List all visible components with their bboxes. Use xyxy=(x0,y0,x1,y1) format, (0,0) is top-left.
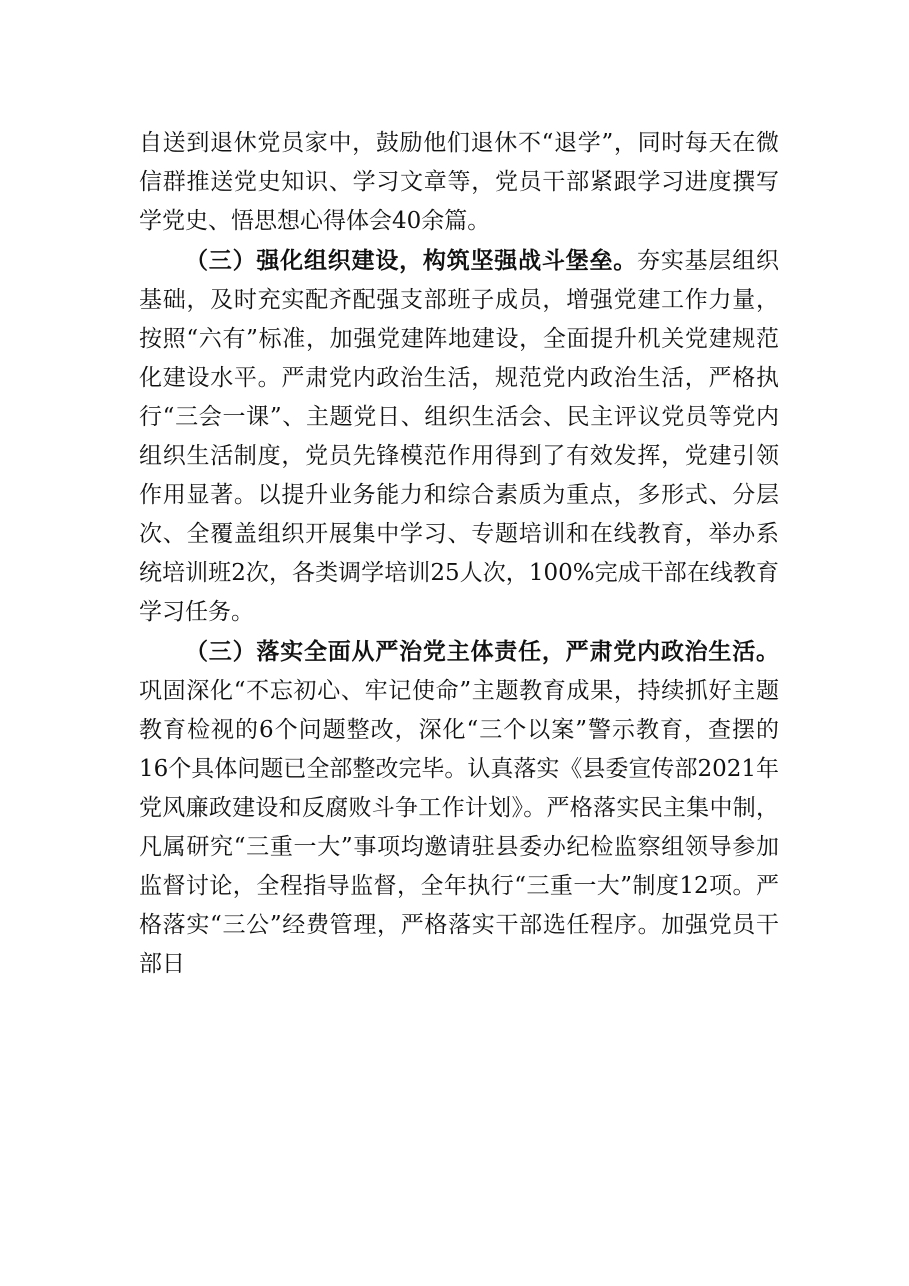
paragraph-organization xyxy=(139,241,779,632)
paragraph-heading: （三）落实全面从严治党主体责任，严肃党内政治生活。 xyxy=(185,638,779,665)
paragraph-continuation xyxy=(139,124,779,241)
document-body xyxy=(139,124,779,984)
paragraph-body: 巩固深化“不忘初心、牢记使命”主题教育成果，持续抓好主题教育检视的6个问题整改，深化“三个以案”警示教育，查摆的16个具体问题已全部整改完毕。认真落实《县委宣传部2021年党风廉政建设和反腐败斗争工作计划》。严格落实民主集中制，凡属研究“三重一大”事项均邀请驻县委办纪检监察组领导参加监督讨论，全程指导监督，全年执行“三重一大”制度12项。严格落实“三公”经费管理，严格落实干部选任程序。加强党员干部日 xyxy=(139,678,779,977)
paragraph-body: 自送到退休党员家中，鼓励他们退休不“退学”，同时每天在微信群推送党史知识、学习文章等，党员干部紧跟学习进度撰写学党史、悟思想心得体会40余篇。 xyxy=(139,130,779,234)
paragraph-body: 夯实基层组织基础，及时充实配齐配强支部班子成员，增强党建工作力量，按照“六有”标准，加强党建阵地建设，全面提升机关党建规范化建设水平。严肃党内政治生活，规范党内政治生活，严格执行“三会一课”、主题党日、组织生活会、民主评议党员等党内组织生活制度，党员先锋模范作用得到了有效发挥，党建引领作用显著。以提升业务能力和综合素质为重点，多形式、分层次、全覆盖组织开展集中学习、专题培训和在线教育，举办系统培训班2次，各类调学培训25人次，100%完成干部在线教育学习任务。 xyxy=(139,248,780,625)
paragraph-heading: （三）强化组织建设，构筑坚强战斗堡垒。 xyxy=(185,247,638,274)
paragraph-discipline xyxy=(139,632,779,984)
